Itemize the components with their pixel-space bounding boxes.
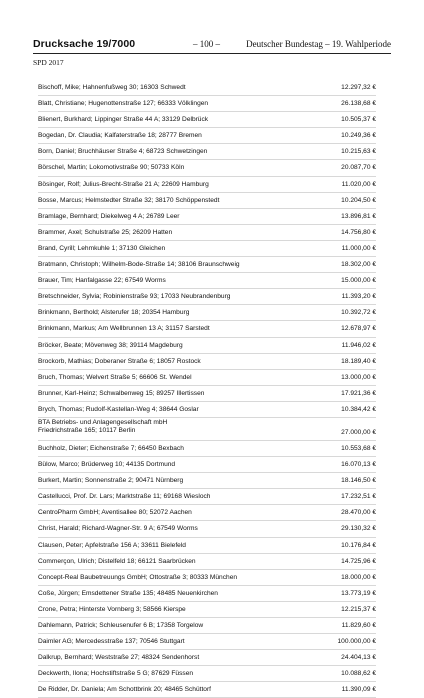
donor-name <box>38 132 202 139</box>
list-item <box>38 505 376 521</box>
donor-name-line: Bröcker, Beate; Mövenweg 38; 39114 Magdeburg <box>38 341 183 349</box>
page-header <box>33 38 391 52</box>
donor-name-line: Dalkrup, Bernhard; Weststraße 27; 48324 Sendenhorst <box>38 654 200 662</box>
list-item <box>38 241 376 257</box>
list-item <box>38 618 376 634</box>
donor-name <box>38 197 219 204</box>
donor-name <box>38 213 180 220</box>
document-label: Drucksache 19/ <box>33 38 112 50</box>
donor-name <box>38 622 203 629</box>
donor-name <box>38 342 183 349</box>
donation-amount: 17.232,51 € <box>341 493 376 501</box>
donor-name <box>38 325 210 332</box>
list-item <box>38 338 376 354</box>
donor-name <box>38 116 208 123</box>
donor-name <box>38 164 184 171</box>
donation-amount: 10.204,50 € <box>341 196 376 204</box>
donor-name <box>38 374 192 381</box>
page-number: – 100 – <box>193 39 220 49</box>
donor-name-line: Clausen, Peter; Apfelstraße 156 A; 33611 Bielefeld <box>38 541 186 549</box>
donor-name <box>38 590 218 597</box>
donor-name <box>38 84 186 91</box>
donor-name-line: CentroPharm GmbH; Aventisallee 80; 52072 Aachen <box>38 509 192 517</box>
list-item <box>38 402 376 418</box>
donation-amount: 11.393,20 € <box>341 293 376 301</box>
donor-name-line: Brand, Cyrill; Lehmkuhle 1; 37130 Gleichen <box>38 244 166 252</box>
list-item <box>38 586 376 602</box>
donor-name-line: Burkert, Martin; Sonnenstraße 2; 90471 Nürnberg <box>38 477 184 485</box>
donor-name-line: Blatt, Christiane; Hugenottenstraße 127; 66333 Völklingen <box>38 100 209 108</box>
donor-name <box>38 181 209 188</box>
list-item <box>38 177 376 193</box>
donor-name <box>38 419 167 435</box>
donor-name-line: Brinkmann, Berthold; Alsterufer 18; 20354 Hamburg <box>38 309 190 317</box>
donor-name-line: Daimler AG; Mercedesstraße 137; 70546 Stuttgart <box>38 638 185 646</box>
donor-name-line: Bretschneider, Sylvia; Robinienstraße 93; 17033 Neubrandenburg <box>38 293 231 301</box>
donation-amount: 11.390,09 € <box>341 686 376 694</box>
donation-amount: 11.000,00 € <box>341 244 376 252</box>
donor-name <box>38 461 175 468</box>
donor-name-line: Brammer, Axel; Schulstraße 25; 26209 Hatten <box>38 228 173 236</box>
list-item <box>38 441 376 457</box>
donation-amount: 14.756,80 € <box>341 228 376 236</box>
donation-amount: 10.384,42 € <box>341 405 376 413</box>
list-item <box>38 570 376 586</box>
donor-name-line: Brauer, Tim; Hanfalgasse 22; 67549 Worms <box>38 277 166 285</box>
donation-amount: 26.138,68 € <box>341 100 376 108</box>
donor-name-line: Bülow, Marco; Brüderweg 10; 44135 Dortmund <box>38 461 176 469</box>
donation-amount: 13.000,00 € <box>341 373 376 381</box>
donor-name-line: De Ridder, Dr. Daniela; Am Schottbrink 20; 48465 Schüttorf <box>38 686 211 694</box>
donation-amount: 29.130,32 € <box>341 525 376 533</box>
donation-amount: 10.249,36 € <box>341 132 376 140</box>
list-item <box>38 321 376 337</box>
donation-amount: 10.505,37 € <box>341 116 376 124</box>
document-number-value: 7000 <box>111 38 136 50</box>
donor-name <box>38 277 166 284</box>
list-item <box>38 521 376 537</box>
list-item <box>38 128 376 144</box>
list-item <box>38 305 376 321</box>
donor-name <box>38 445 184 452</box>
list-item <box>38 650 376 666</box>
donor-name <box>38 261 240 268</box>
list-item <box>38 144 376 160</box>
list-item <box>38 370 376 386</box>
donor-name-line: Dahlemann, Patrick; Schleusenufer 6 B; 17358 Torgelow <box>38 622 204 629</box>
list-item <box>38 96 376 112</box>
donor-name-line: Deckwerth, Ilona; Hochstiftstraße 5 G; 87629 Füssen <box>38 670 194 678</box>
list-item <box>38 634 376 650</box>
donation-amount: 18.302,00 € <box>341 261 376 269</box>
donation-amount: 28.470,00 € <box>341 509 376 517</box>
donor-name <box>38 406 199 413</box>
donor-name-line: Bösinger, Rolf; Julius-Brecht-Straße 21 A; 22609 Hamburg <box>38 180 209 188</box>
donation-amount: 11.020,00 € <box>341 180 376 188</box>
list-item <box>38 112 376 128</box>
list-item <box>38 289 376 305</box>
donor-name-line: Bischoff, Mike; Hahnenfußweg 30; 16303 Schwedt <box>38 84 186 91</box>
parliament-label: Deutscher Bundestag – 19. Wahlperiode <box>246 39 391 49</box>
list-item <box>38 193 376 209</box>
donor-name <box>38 245 165 252</box>
donor-name <box>38 654 199 661</box>
donation-amount: 16.070,13 € <box>341 461 376 469</box>
donor-name-line: Bosse, Marcus; Helmstedter Straße 32; 38170 Schöppenstedt <box>38 196 220 204</box>
donor-name-line: Crone, Petra; Hinterste Vornberg 3; 58566 Kierspe <box>38 605 186 613</box>
donor-name <box>38 148 207 155</box>
list-item <box>38 160 376 176</box>
donation-amount: 13.896,81 € <box>341 212 376 220</box>
list-item <box>38 554 376 570</box>
donor-name-line: Castellucci, Prof. Dr. Lars; Marktstraße 11; 69168 Wiesloch <box>38 493 211 501</box>
donor-address-line: Friedrichstraße 165; 10117 Berlin <box>38 426 136 434</box>
donor-name-line: Brych, Thomas; Rudolf-Kastellan-Weg 4; 38644 Goslar <box>38 405 199 413</box>
list-item <box>38 80 376 96</box>
donor-name <box>38 509 192 516</box>
list-item <box>38 538 376 554</box>
donor-name <box>38 293 230 300</box>
donation-list <box>38 80 376 698</box>
donor-name <box>38 358 201 365</box>
donor-name-line: Bratmann, Christoph; Wilhelm-Bode-Straße 14; 38106 Braunschweig <box>38 261 240 269</box>
donor-name-line: Born, Daniel; Bruchhäuser Straße 4; 68723 Schwetzingen <box>38 148 208 156</box>
donation-amount: 12.678,97 € <box>341 325 376 333</box>
donor-name-line: Bruch, Thomas; Welvert Straße 5; 66606 St. Wendel <box>38 373 192 381</box>
donation-amount: 10.088,62 € <box>341 670 376 678</box>
donation-amount: 18.146,50 € <box>341 477 376 485</box>
donation-amount: 11.946,02 € <box>341 341 376 349</box>
donation-amount: 10.176,84 € <box>341 541 376 549</box>
donor-name <box>38 477 183 484</box>
donor-name <box>38 670 193 677</box>
donation-amount: 10.553,68 € <box>341 444 376 452</box>
donor-name <box>38 229 172 236</box>
donor-name-line: BTA Betriebs- und Anlagengesellschaft mbH <box>38 418 168 426</box>
donor-name <box>38 606 186 613</box>
donor-name-line: Commerçon, Ulrich; Distelfeld 18; 66121 Saarbrücken <box>38 557 196 565</box>
list-item <box>38 418 376 441</box>
donor-name <box>38 100 208 107</box>
donation-amount: 15.000,00 € <box>341 277 376 285</box>
header-rule <box>33 53 391 54</box>
donor-name-line: Coße, Jürgen; Emsdettener Straße 135; 48485 Neuenkirchen <box>38 589 218 597</box>
donor-name-line: Blienert, Burkhard; Lippinger Straße 44 A; 33129 Delbrück <box>38 116 209 124</box>
document-number <box>33 38 135 50</box>
list-item <box>38 666 376 682</box>
list-item <box>38 457 376 473</box>
donation-amount: 24.404,13 € <box>341 654 376 662</box>
donor-name <box>38 558 196 565</box>
list-item <box>38 602 376 618</box>
donation-amount: 100.000,00 € <box>337 638 376 646</box>
donor-name <box>38 574 237 581</box>
list-item <box>38 354 376 370</box>
donor-name-line: Börschel, Martin; Lokomotivstraße 90; 50733 Köln <box>38 164 185 172</box>
list-item <box>38 273 376 289</box>
donation-amount: 11.829,60 € <box>341 622 376 629</box>
donor-name <box>38 309 189 316</box>
list-item <box>38 257 376 273</box>
donation-amount: 12.215,37 € <box>341 605 376 613</box>
donor-name <box>38 638 185 645</box>
list-item <box>38 209 376 225</box>
donor-name-line: Brinkmann, Markus; Am Wellbrunnen 13 A; 31157 Sarstedt <box>38 325 210 333</box>
donor-name <box>38 390 204 397</box>
donation-amount: 10.215,63 € <box>341 148 376 156</box>
donor-name-line: Christ, Harald; Richard-Wagner-Str. 9 A; 67549 Worms <box>38 525 198 533</box>
donation-amount: 27.000,00 € <box>341 428 376 436</box>
donor-name-line: Concept-Real Baubetreuungs GmbH; Ottostraße 3; 80333 München <box>38 573 238 581</box>
donation-amount: 18.189,40 € <box>341 357 376 365</box>
donation-amount: 17.921,36 € <box>341 389 376 397</box>
donation-amount: 18.000,00 € <box>341 573 376 581</box>
donor-name-line: Buchholz, Dieter; Eichenstraße 7; 66450 Bexbach <box>38 444 184 452</box>
donation-amount: 20.087,70 € <box>341 164 376 172</box>
donation-amount: 12.297,32 € <box>341 84 376 91</box>
donor-name-line: Bogedan, Dr. Claudia; Kalfaterstraße 18; 28777 Bremen <box>38 132 202 140</box>
donation-amount: 10.392,72 € <box>341 309 376 317</box>
donor-name <box>38 525 198 532</box>
donor-name <box>38 542 186 549</box>
donation-amount: 14.725,96 € <box>341 557 376 565</box>
donor-name <box>38 493 210 500</box>
list-item <box>38 225 376 241</box>
donor-name-line: Brockorb, Mathias; Doberaner Straße 6; 18057 Rostock <box>38 357 201 365</box>
list-item <box>38 682 376 698</box>
list-item <box>38 473 376 489</box>
donor-name <box>38 686 211 693</box>
party-label: SPD 2017 <box>33 58 64 67</box>
donor-name-line: Bramlage, Bernhard; Diekelweg 4 A; 26789 Leer <box>38 212 180 220</box>
list-item <box>38 386 376 402</box>
donor-name-line: Brunner, Karl-Heinz; Schwalbenweg 15; 89257 Illertissen <box>38 389 205 397</box>
donation-amount: 13.773,19 € <box>341 589 376 597</box>
list-item <box>38 489 376 505</box>
